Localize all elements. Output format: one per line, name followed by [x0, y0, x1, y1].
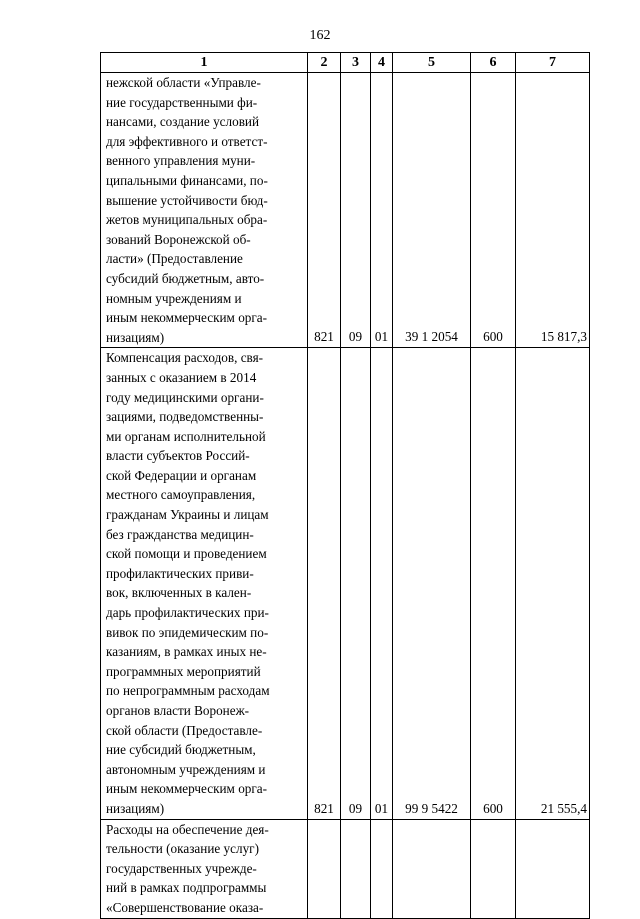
- description-line: Расходы на обеспечение дея-: [106, 821, 269, 837]
- description-line: дарь профилактических при-: [106, 605, 269, 621]
- description-line: вок, включенных в кален-: [106, 585, 252, 601]
- description-line: ми органам исполнительной: [106, 428, 266, 444]
- description-line: году медицинскими органи-: [106, 389, 264, 405]
- description-line: венного управления муни-: [106, 153, 256, 169]
- amount: 15 817,3: [516, 73, 590, 348]
- description-line: автономным учреждениям и: [106, 761, 266, 777]
- column-header-4: 4: [371, 53, 393, 73]
- description-line: для эффективного и ответст-: [106, 133, 268, 149]
- section-code: 09: [341, 73, 371, 348]
- description-line: власти субъектов Россий-: [106, 448, 250, 464]
- description-line: государственных учрежде-: [106, 860, 257, 876]
- description-line: нансами, создание условий: [106, 114, 260, 130]
- description-line: тельности (оказание услуг): [106, 841, 259, 857]
- column-header-3: 3: [341, 53, 371, 73]
- ministry-code: 821: [308, 73, 341, 348]
- description-line: иным некоммерческим орга-: [106, 781, 268, 797]
- description-line: зациями, подведомственны-: [106, 409, 264, 425]
- target-article-code: 99 9 5422: [393, 348, 471, 819]
- column-header-1: 1: [101, 53, 308, 73]
- target-article-code: [393, 819, 471, 918]
- description-line: профилактических приви-: [106, 565, 254, 581]
- section-code: [341, 819, 371, 918]
- subsection-code: 01: [371, 73, 393, 348]
- description-line: органов власти Воронеж-: [106, 703, 250, 718]
- page-number: 162: [309, 28, 331, 43]
- column-header-7: 7: [516, 53, 590, 73]
- description-line: зований Воронежской об-: [106, 231, 251, 247]
- description-line: ской области (Предоставле-: [106, 722, 263, 738]
- description-line: низациям): [106, 329, 165, 345]
- subsection-code: [371, 819, 393, 918]
- section-code: 09: [341, 348, 371, 819]
- description-line: вивок по эпидемическим по-: [106, 624, 269, 640]
- header-row: [101, 53, 590, 73]
- target-article-code: 39 1 2054: [393, 73, 471, 348]
- subsection-code: 01: [371, 348, 393, 819]
- description-line: номным учреждениям и: [106, 290, 242, 306]
- amount: 21 555,4: [516, 348, 590, 819]
- description-line: субсидий бюджетным, авто-: [106, 270, 265, 286]
- description-line: ской помощи и проведением: [106, 546, 267, 562]
- column-header-2: 2: [308, 53, 341, 73]
- ministry-code: 821: [308, 348, 341, 819]
- amount: [516, 819, 590, 918]
- description-line: по непрограммным расходам: [106, 683, 270, 699]
- description-line: иным некоммерческим орга-: [106, 310, 268, 326]
- description-line: нежской области «Управле-: [106, 75, 261, 90]
- description-line: Компенсация расходов, свя-: [106, 350, 264, 366]
- column-header-6: 6: [471, 53, 516, 73]
- description-line: ний в рамках подпрограммы: [106, 880, 267, 896]
- description-line: занных с оказанием в 2014: [106, 369, 257, 385]
- description-line: ние субсидий бюджетным,: [106, 742, 256, 758]
- description-line: ской Федерации и органам: [106, 467, 257, 483]
- description-line: ние государственными фи-: [106, 94, 258, 110]
- row-description: [101, 348, 308, 819]
- description-line: ласти» (Предоставление: [106, 251, 243, 267]
- budget-table: [100, 52, 590, 919]
- description-line: жетов муниципальных обра-: [106, 212, 268, 228]
- table-row: [101, 819, 590, 918]
- description-line: гражданам Украины и лицам: [106, 507, 269, 523]
- expense-type-code: 600: [471, 73, 516, 348]
- row-description: [101, 73, 308, 348]
- column-header-5: 5: [393, 53, 471, 73]
- description-line: «Совершенствование оказа-: [106, 899, 264, 915]
- expense-type-code: 600: [471, 348, 516, 819]
- ministry-code: [308, 819, 341, 918]
- description-line: низациям): [106, 800, 165, 816]
- row-description: [101, 819, 308, 918]
- description-line: программных мероприятий: [106, 663, 261, 679]
- table-row: [101, 348, 590, 819]
- description-line: вышение устойчивости бюд-: [106, 192, 268, 208]
- description-line: казаниям, в рамках иных не-: [106, 644, 267, 660]
- description-line: ципальными финансами, по-: [106, 172, 268, 188]
- expense-type-code: [471, 819, 516, 918]
- table-row: [101, 73, 590, 348]
- description-line: местного самоуправления,: [106, 487, 256, 503]
- description-line: без гражданства медицин-: [106, 526, 254, 542]
